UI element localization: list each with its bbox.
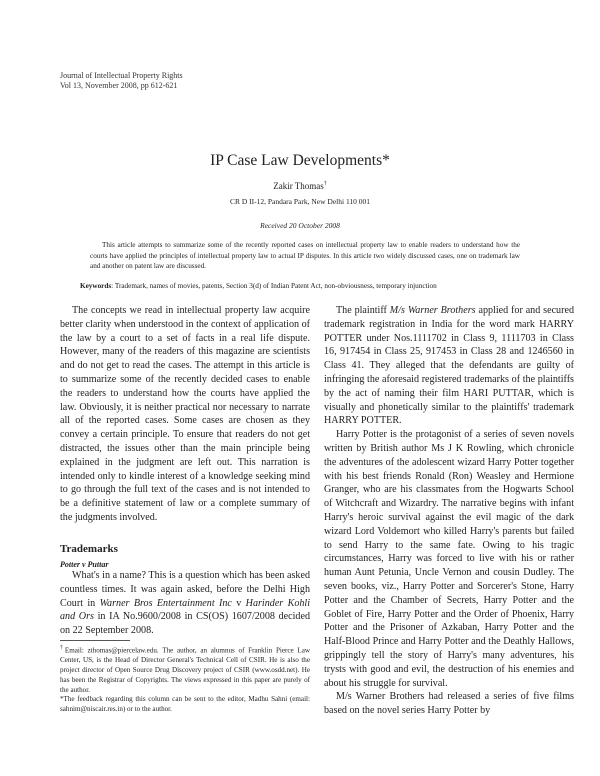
author-line [0,181,600,191]
footnote-1-text: Email: zthomas@piercelaw.edu. The author, an alumnus of Franklin Pierce Law Center, US, is the Head of Director General's Technical Cell of CSIR. He is also the project director of Open Source Drug Discovery project of CSIR (www.osdd.net). He has been the Registrar of Copyrights. The views expressed in this paper are purely of the author. [60,646,311,694]
author-affiliation: CR D II-12, Pandara Park, New Delhi 110 001 [229,197,371,206]
keywords-list: : Trademark, names of movies, patents, Section 3(d) of Indian Patent Act, non-obviousness, temporary injunction [111,282,437,290]
films-paragraph: M/s Warner Brothers had released a series of five films based on the novel series Harry Potter by [324,691,574,717]
footnote-divider [60,640,130,641]
case-party-defendant: Harinder Kohli and Ors [60,597,311,623]
intro-paragraph: The concepts we read in intellectual property law acquire better clarity when understood in the context of application of the law by a court to a set of facts in a real life dispute. However, many of the readers of this magazine are scientists and do not get to read the cases. The attempt in this article is to summarize some of the recently decided cases to enable the readers to understand how the courts have applied the law. Obviously, it is neither practical nor necessary to narrate all of the reported cases. Some cases are chosen as they convey a certain principle. To ensure that readers do not get distracted, the issues other than the main principle being explained in the judgment are left out. This narration is intended only to kindle interest of a knowledge seeking mind to go through the full text of the cases and is not intended to be a definitive statement of law or a complete summary of the judgments involved. [60,305,310,523]
harry-potter-paragraph: Harry Potter is the protagonist of a series of seven novels written by British author Ms J K Rowling, which chronicle the adventures of the adolescent wizard Harry Potter together with his best friends Ronald (Ron) Weasley and Hermione Granger, who are his classmates from the Hogwarts School of Witchcraft and Wizardry. The narrative begins with infant Harry's heroic survival against the evil magic of the dark wizard Lord Voldemort who killed Harry's parents but failed to send Harry to the same fate. Owing to his tragic circumstances, Harry was forced to live with his or rather human Aunt Petunia, Uncle Vernon and cousin Dudley. The seven books, viz., Harry Potter and Sorcerer's Stone, Harry Potter and the Chamber of Secrets, Harry Potter and the Goblet of Fire, Harry Potter and the Order of Phoenix, Harry Potter and the Prisoner of Azkaban, Harry Potter and the Half-Blood Prince and Harry Potter and the Deathly Hallows, grippingly tell the story of Harry's many adventures, his trysts with good and evil, the destruction of his enemies and about his struggle for survival. [324,429,574,689]
plaintiff-paragraph [324,304,574,428]
journal-name: Journal of Intellectual Property Rights [60,71,183,80]
footnotes [60,644,310,715]
keywords-label: Keywords [80,282,112,290]
plaintiff-text-a: The plaintiff [336,305,390,316]
left-column [60,304,310,525]
journal-header [60,71,183,90]
journal-issue: Vol 13, November 2008, pp 612-621 [60,80,178,90]
case-intro-text-a: What's in a name? This is a question which has been asked countless times. It was again asked, before the Delhi High Court in [60,570,310,609]
keywords [80,281,540,291]
abstract: This article attempts to summarize some of the recently reported cases on intellectual property law to enable readers to understand how the courts have applied the principles of intellectual property law to actual IP disputes. In this article two widely discussed cases, one on trademark law and another on patent law are discussed. [90,241,520,270]
subsection-heading: Potter v Puttar [60,560,109,569]
case-party-plaintiff: Warner Bros Entertainment Inc [99,597,232,609]
footnote-1-mark: † [60,645,65,651]
case-versus: v [231,597,246,609]
case-intro-paragraph [60,569,310,638]
author-footnote-mark: † [323,181,327,187]
article-title: IP Case Law Developments* [210,152,390,169]
plaintiff-name: M/s Warner Brothers [389,305,476,316]
case-intro-text-b: in IA No.9600/2008 in CS(OS) 1607/2008 decided on 22 September 2008. [60,611,310,637]
footnote-1 [60,644,310,695]
plaintiff-text-b: applied for and secured trademark registration in India for the word mark HARRY POTTER under Nos.1111702 in Class 9, 1111703 in Class 16, 917454 in Class 25, 917453 in Class 28 and 1246560 in Class 41. They alleged that the defendants are guilty of infringing the aforesaid registered trademarks of the plaintiffs by the act of naming their film HARI PUTTAR, which is visually and phonetically similar to the plaintiffs' trademark HARRY POTTER. [324,305,574,427]
received-date: Received 20 October 2008 [260,221,340,230]
author-name: Zakir Thomas [273,181,324,191]
section-heading: Trademarks [60,543,118,555]
right-column [324,304,574,718]
left-column-continued [60,569,310,638]
footnote-2: *The feedback regarding this column can be sent to the editor, Madhu Sahni (email: sahnim@niscair.res.in) or to the author. [60,695,310,714]
